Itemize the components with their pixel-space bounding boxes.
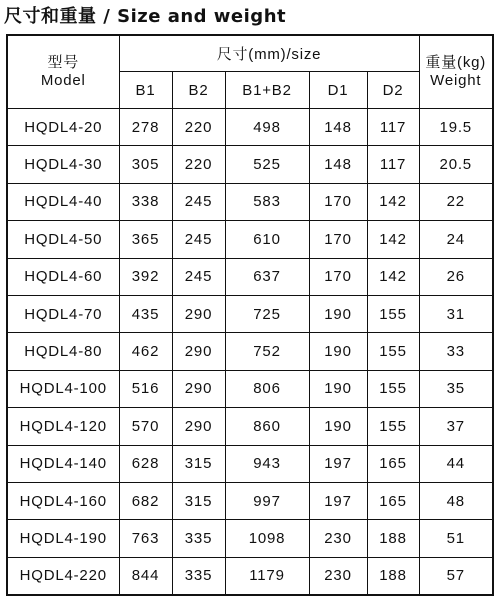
table-row xyxy=(7,370,493,407)
b2-cell: 290 xyxy=(172,295,225,332)
weight-cell: 37 xyxy=(419,408,493,445)
model-cell: HQDL4-60 xyxy=(7,258,119,295)
b1-plus-b2-cell: 610 xyxy=(225,221,309,258)
b2-cell: 290 xyxy=(172,333,225,370)
model-header xyxy=(7,35,119,109)
model-cell: HQDL4-70 xyxy=(7,295,119,332)
model-cell: HQDL4-100 xyxy=(7,370,119,407)
b1-plus-b2-cell: 525 xyxy=(225,146,309,183)
weight-cell: 33 xyxy=(419,333,493,370)
b2-cell: 220 xyxy=(172,146,225,183)
b1-cell: 628 xyxy=(119,445,172,482)
d2-cell: 142 xyxy=(367,183,419,220)
b1-plus-b2-cell: 943 xyxy=(225,445,309,482)
d1-cell: 170 xyxy=(309,258,367,295)
b1-cell: 392 xyxy=(119,258,172,295)
b1-cell: 338 xyxy=(119,183,172,220)
b1-plus-b2-cell: 860 xyxy=(225,408,309,445)
b2-cell: 220 xyxy=(172,109,225,146)
b1-plus-b2-cell: 498 xyxy=(225,109,309,146)
d1-cell: 230 xyxy=(309,520,367,557)
column-header-b1-plus-b2: B1+B2 xyxy=(225,72,309,109)
b1-plus-b2-cell: 1098 xyxy=(225,520,309,557)
weight-cell: 31 xyxy=(419,295,493,332)
column-header-d2: D2 xyxy=(367,72,419,109)
page-title: 尺寸和重量 / Size and weight xyxy=(4,6,287,27)
model-cell: HQDL4-220 xyxy=(7,557,119,595)
b1-plus-b2-cell: 1179 xyxy=(225,557,309,595)
weight-cell: 35 xyxy=(419,370,493,407)
b1-cell: 763 xyxy=(119,520,172,557)
weight-cell: 22 xyxy=(419,183,493,220)
b1-cell: 435 xyxy=(119,295,172,332)
b1-cell: 365 xyxy=(119,221,172,258)
d1-cell: 230 xyxy=(309,557,367,595)
table-row xyxy=(7,482,493,519)
b2-cell: 245 xyxy=(172,258,225,295)
table-row xyxy=(7,333,493,370)
d1-cell: 197 xyxy=(309,482,367,519)
b1-cell: 278 xyxy=(119,109,172,146)
table-row xyxy=(7,408,493,445)
weight-header-en: Weight xyxy=(430,72,482,89)
b1-cell: 570 xyxy=(119,408,172,445)
d2-cell: 142 xyxy=(367,221,419,258)
b1-cell: 844 xyxy=(119,557,172,595)
d2-cell: 165 xyxy=(367,445,419,482)
table-row xyxy=(7,557,493,595)
b1-cell: 516 xyxy=(119,370,172,407)
d2-cell: 155 xyxy=(367,333,419,370)
d2-cell: 155 xyxy=(367,370,419,407)
d1-cell: 148 xyxy=(309,109,367,146)
weight-cell: 24 xyxy=(419,221,493,258)
d1-cell: 190 xyxy=(309,333,367,370)
d2-cell: 155 xyxy=(367,295,419,332)
weight-cell: 51 xyxy=(419,520,493,557)
model-cell: HQDL4-20 xyxy=(7,109,119,146)
weight-cell: 20.5 xyxy=(419,146,493,183)
column-header-d1: D1 xyxy=(309,72,367,109)
column-header-b1: B1 xyxy=(119,72,172,109)
d2-cell: 142 xyxy=(367,258,419,295)
d1-cell: 170 xyxy=(309,221,367,258)
b2-cell: 315 xyxy=(172,482,225,519)
model-cell: HQDL4-50 xyxy=(7,221,119,258)
weight-cell: 48 xyxy=(419,482,493,519)
weight-cell: 44 xyxy=(419,445,493,482)
table-row xyxy=(7,258,493,295)
d1-cell: 170 xyxy=(309,183,367,220)
b1-plus-b2-cell: 583 xyxy=(225,183,309,220)
b2-cell: 290 xyxy=(172,370,225,407)
weight-cell: 19.5 xyxy=(419,109,493,146)
d2-cell: 188 xyxy=(367,520,419,557)
model-cell: HQDL4-40 xyxy=(7,183,119,220)
model-cell: HQDL4-30 xyxy=(7,146,119,183)
size-header: 尺寸(mm)/size xyxy=(119,35,419,72)
b1-plus-b2-cell: 637 xyxy=(225,258,309,295)
model-header-cn: 型号 xyxy=(47,54,80,71)
d2-cell: 117 xyxy=(367,146,419,183)
weight-cell: 26 xyxy=(419,258,493,295)
table-row xyxy=(7,183,493,220)
d2-cell: 188 xyxy=(367,557,419,595)
table-row xyxy=(7,445,493,482)
table-row xyxy=(7,146,493,183)
model-cell: HQDL4-120 xyxy=(7,408,119,445)
d1-cell: 190 xyxy=(309,408,367,445)
weight-header xyxy=(419,35,493,109)
b1-plus-b2-cell: 806 xyxy=(225,370,309,407)
d1-cell: 148 xyxy=(309,146,367,183)
weight-cell: 57 xyxy=(419,557,493,595)
table-row xyxy=(7,221,493,258)
b2-cell: 335 xyxy=(172,520,225,557)
d1-cell: 197 xyxy=(309,445,367,482)
b1-cell: 305 xyxy=(119,146,172,183)
column-header-b2: B2 xyxy=(172,72,225,109)
b2-cell: 315 xyxy=(172,445,225,482)
header-row-top xyxy=(7,35,493,72)
model-cell: HQDL4-190 xyxy=(7,520,119,557)
table-row xyxy=(7,109,493,146)
model-header-en: Model xyxy=(40,72,86,89)
table-row xyxy=(7,295,493,332)
size-weight-table xyxy=(6,34,494,596)
table-body xyxy=(7,109,493,596)
b1-cell: 682 xyxy=(119,482,172,519)
weight-header-cn: 重量(kg) xyxy=(425,54,487,71)
b1-plus-b2-cell: 725 xyxy=(225,295,309,332)
d2-cell: 117 xyxy=(367,109,419,146)
model-cell: HQDL4-160 xyxy=(7,482,119,519)
d1-cell: 190 xyxy=(309,370,367,407)
d2-cell: 155 xyxy=(367,408,419,445)
b2-cell: 245 xyxy=(172,183,225,220)
b2-cell: 245 xyxy=(172,221,225,258)
model-cell: HQDL4-140 xyxy=(7,445,119,482)
model-cell: HQDL4-80 xyxy=(7,333,119,370)
b1-cell: 462 xyxy=(119,333,172,370)
d1-cell: 190 xyxy=(309,295,367,332)
table-row xyxy=(7,520,493,557)
d2-cell: 165 xyxy=(367,482,419,519)
b2-cell: 335 xyxy=(172,557,225,595)
b2-cell: 290 xyxy=(172,408,225,445)
b1-plus-b2-cell: 997 xyxy=(225,482,309,519)
b1-plus-b2-cell: 752 xyxy=(225,333,309,370)
